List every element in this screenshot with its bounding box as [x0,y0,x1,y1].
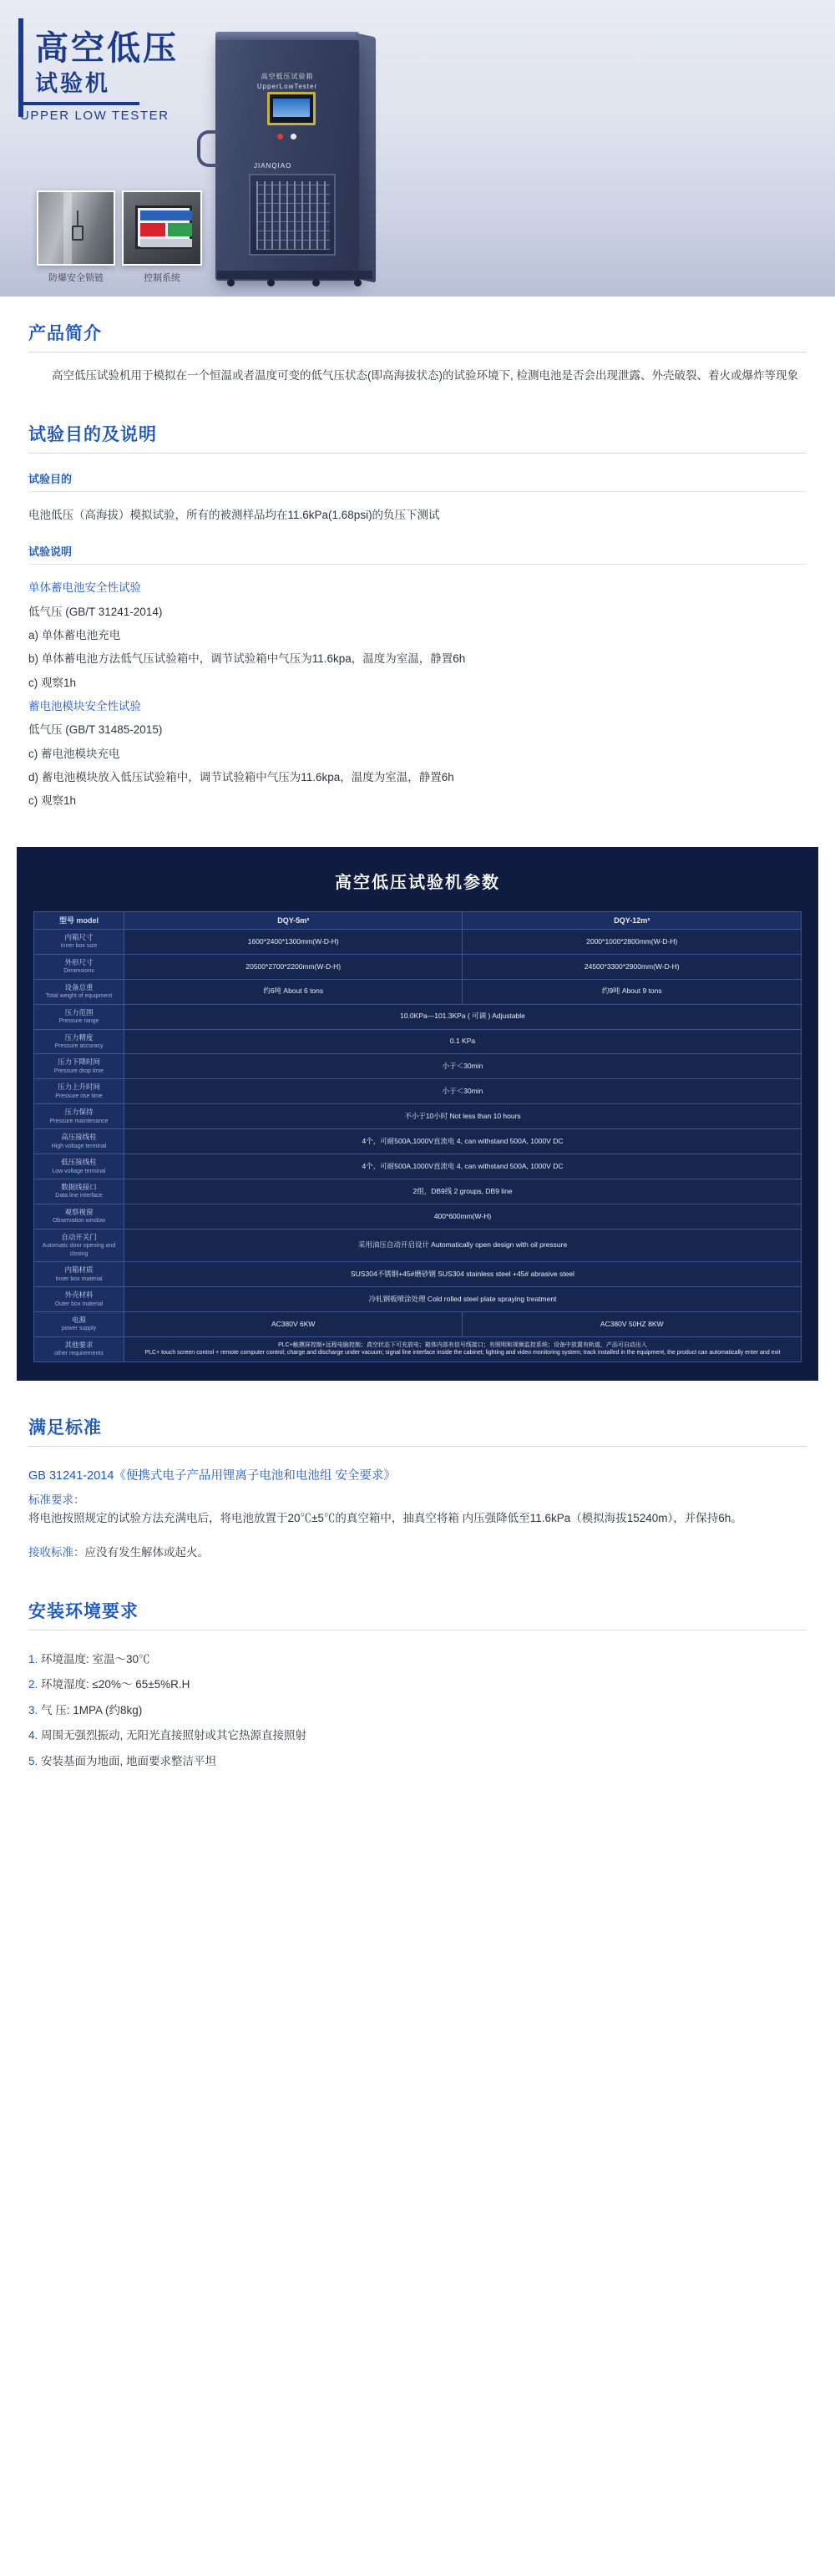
table-row-label: 其他要求 other requirements [34,1336,124,1362]
machine-wheel-icon [267,279,275,287]
table-cell: 10.0KPa—101.3KPa ( 可调 ) Adjustable [124,1004,802,1029]
table-cell: 400*600mm(W-H) [124,1204,802,1229]
purpose-heading: 试验目的及说明 [28,424,157,444]
machine-screen-display [273,99,310,117]
install-item-text: 环境温度: 室温～30℃ [41,1653,150,1666]
standards-requirement-text: 将电池按照规定的试验方法充满电后，将电池放置于20℃±5℃的真空箱中，抽真空将箱 内压强降低至11.6kPa（模拟海拔15240m），并保持6h。 [28,1511,742,1524]
install-item-text: 气 压: 1MPA (约8kg) [41,1703,143,1716]
table-cell: PLC+触摸屏控制+远程电脑控制；真空状态下可充放电；箱体内部有信号线接口；有照明和视频监控系统；设备中放置有轨道，产品可自动出入 PLC+ touch screen control + remote computer control; charge and discharge under vacuum; signal line interface inside the cabinet; lighting and video monitoring system; track installed in the equipment, the product can automatically enter and exit [124,1336,802,1362]
section-test-purpose [0,421,835,814]
table-cell: 4个，可耐500A,1000V直流电 4, can withstand 500A, 1000V DC [124,1154,802,1179]
test-group-1-item: a) 单体蓄电池充电 [28,629,121,642]
table-cell: SUS304不锈钢+45#磨砂钢 SUS304 stainless steel +45# abrasive steel [124,1262,802,1287]
install-list-item [28,1698,807,1723]
test-group-1-standard: 低气压 (GB/T 31241-2014) [28,605,163,618]
table-row [34,1129,802,1154]
machine-control-screen [267,92,316,125]
table-row-label: 外壳材料 Outer box material [34,1287,124,1312]
table-header-row [34,911,802,929]
install-item-text: 周围无强烈振动, 无阳光直接照射或其它热源直接照射 [41,1729,307,1742]
table-cell: 20500*2700*2200mm(W-D-H) [124,954,463,979]
table-row-label: 压力上升时间 Pressure rise time [34,1079,124,1104]
table-cell: 2组，DB9线 2 groups, DB9 line [124,1179,802,1204]
standards-heading: 满足标准 [28,1417,102,1438]
table-cell: AC380V 50HZ 8KW [463,1311,802,1336]
install-list-item [28,1647,807,1672]
photo-lock-chain [77,210,78,227]
photo-control-system [122,190,202,266]
table-row [34,1179,802,1204]
hmi-row-4 [140,239,192,247]
table-row [34,929,802,954]
lock-icon [72,226,84,241]
table-row-label: 电源 power supply [34,1311,124,1336]
table-row [34,979,802,1004]
table-row [34,954,802,979]
install-list-item [28,1723,807,1748]
table-row [34,1104,802,1129]
table-cell: 2000*1000*2800mm(W-D-H) [463,929,802,954]
test-group-2-item: c) 蓄电池模块充电 [28,747,120,760]
table-header-cell: DQY-5m³ [124,911,463,929]
table-row-label: 压力范围 Pressure range [34,1004,124,1029]
table-row [34,1229,802,1261]
table-header-cell: 型号 model [34,911,124,929]
table-row [34,1054,802,1079]
standards-requirement-label: 标准要求： [28,1493,85,1506]
parameters-table [33,911,802,1362]
purpose-subheading-2: 试验说明 [28,545,73,559]
machine-wheel-icon [227,279,235,287]
table-row-label: 自动开关门 Automatic door opening and closing [34,1229,124,1261]
table-row [34,1154,802,1179]
install-item-number: 3. [28,1703,42,1716]
hero-subtitle: UPPER LOW TESTER [20,109,170,123]
section-product-intro [0,320,835,388]
hero-title-underline [18,102,139,105]
table-cell: 小于＜30min [124,1054,802,1079]
table-cell: 约6吨 About 6 tons [124,979,463,1004]
install-list [28,1647,807,1774]
table-cell: 4个，可耐500A,1000V直流电 4, can withstand 500A, 1000V DC [124,1129,802,1154]
install-heading: 安装环境要求 [28,1602,139,1621]
install-list-item [28,1749,807,1774]
test-group-2-standard: 低气压 (GB/T 31485-2015) [28,723,163,737]
table-row-label: 内箱尺寸 Inner box size [34,929,124,954]
test-group-2-item: c) 观察1h [28,794,77,808]
machine-panel-label: 高空低压试验箱 UpperLowTester [256,73,318,90]
test-group-1-item: c) 观察1h [28,676,77,689]
table-cell: 冷轧钢板喷涂处理 Cold rolled steel plate spraying treatment [124,1287,802,1312]
machine-handle [197,130,219,167]
section-standards [0,1414,835,1564]
table-row-label: 高压接线柱 High voltage terminal [34,1129,124,1154]
parameters-heading: 高空低压试验机参数 [335,873,500,892]
table-cell: 不小于10小时 Not less than 10 hours [124,1104,802,1129]
hero-title-secondary: 试验机 [35,71,110,96]
install-item-number: 1. [28,1653,42,1666]
table-header-cell: DQY-12m³ [463,911,802,929]
test-group-2-item: d) 蓄电池模块放入低压试验箱中，调节试验箱中气压为11.6kpa，温度为室温，静置6h [28,771,454,784]
install-item-text: 安装基面为地面, 地面要求整洁平坦 [41,1754,217,1767]
section-install-requirements [0,1598,835,1774]
hmi-row-3 [168,223,192,236]
machine-door [249,174,336,256]
machine-brand-label: JIANQIAO [254,162,292,170]
purpose-sub1-text: 电池低压（高海拔）模拟试验，所有的被测样品均在11.6kPa(1.68psi)的负压下测试 [28,508,440,521]
table-row-label: 压力精度 Pressure accuracy [34,1029,124,1054]
table-row-label: 内箱材质 Inner box material [34,1262,124,1287]
photo-caption-safety-lock: 防爆安全锁链 [48,273,104,283]
install-item-number: 5. [28,1754,42,1767]
table-cell: 小于＜30min [124,1079,802,1104]
test-group-2-title: 蓄电池模块安全性试验 [28,700,141,713]
table-row [34,1029,802,1054]
machine-base [217,271,372,279]
table-cell: 1600*2400*1300mm(W-D-H) [124,929,463,954]
standards-accept-label: 接收标准： [28,1546,85,1559]
intro-paragraph: 高空低压试验机用于模拟在一个恒温或者温度可变的低气压状态(即高海拔状态)的试验环境下, 检测电池是否会出现泄露、外壳破裂、着火或爆炸等现象 [52,369,798,382]
table-row-label: 观察视窗 Observation window [34,1204,124,1229]
table-row [34,1336,802,1362]
standards-code: GB 31241-2014《便携式电子产品用锂离子电池和电池组 安全要求》 [28,1468,396,1483]
table-row [34,1262,802,1287]
install-item-number: 2. [28,1678,42,1691]
photo-lock-bar [63,192,72,266]
machine-white-button-icon [291,134,296,139]
machine-body [215,40,359,281]
table-cell: 0.1 KPa [124,1029,802,1054]
hmi-row-2 [140,223,165,236]
photo-safety-lock [37,190,115,266]
install-item-number: 4. [28,1729,42,1742]
purpose-heading-rule [28,453,807,454]
photo-caption-control-system: 控制系统 [144,273,180,283]
machine-red-button-icon [277,134,283,139]
hero-title-primary: 高空低压 [35,30,179,67]
table-row [34,1204,802,1229]
table-row [34,1311,802,1336]
intro-heading: 产品简介 [28,324,102,343]
table-row-label: 设备总重 Total weight of equipment [34,979,124,1004]
test-group-1-title: 单体蓄电池安全性试验 [28,581,141,595]
table-row [34,1079,802,1104]
standards-accept-text: 应没有发生解体或起火。 [84,1546,209,1559]
machine-illustration [215,40,374,291]
photo-hmi-screen [135,205,192,249]
table-row-label: 压力保持 Pressure maintenance [34,1104,124,1129]
table-cell: 约9吨 About 9 tons [463,979,802,1004]
install-item-text: 环境湿度: ≤20%～ 65±5%R.H [41,1678,190,1691]
table-row-label: 低压接线柱 Low voltage terminal [34,1154,124,1179]
hero-banner [0,0,835,297]
table-cell: 采用油压自动开启设计 Automatically open design with oil pressure [124,1229,802,1261]
table-row [34,1287,802,1312]
machine-wheel-icon [312,279,320,287]
table-row-label: 外形尺寸 Dimensions [34,954,124,979]
table-cell: 24500*3300*2900mm(W-D-H) [463,954,802,979]
machine-door-grille [256,181,330,250]
table-row [34,1004,802,1029]
table-row-label: 数据线接口 Data line interface [34,1179,124,1204]
table-cell: AC380V 6KW [124,1311,463,1336]
machine-wheel-icon [354,279,362,287]
table-row-label: 压力下降时间 Pressure drop time [34,1054,124,1079]
install-list-item [28,1672,807,1697]
hmi-row-1 [140,210,192,221]
test-group-1-item: b) 单体蓄电池方法低气压试验箱中，调节试验箱中气压为11.6kpa，温度为室温，静置6h [28,652,466,666]
section-parameters [17,847,818,1381]
purpose-subheading-1: 试验目的 [28,472,73,485]
